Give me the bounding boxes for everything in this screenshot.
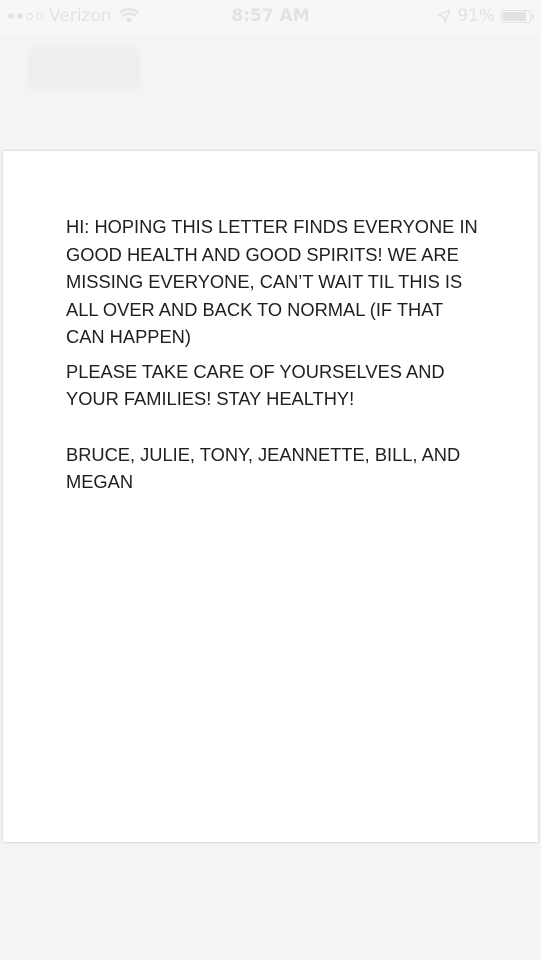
letter-paragraph: HI: HOPING THIS LETTER FINDS EVERYONE IN GOOD HEALTH AND GOOD SPIRITS! WE ARE MISSING EVERYONE, CAN’T WAIT TIL THIS IS ALL OVER AND BACK TO NORMAL (IF THAT CAN HAPPEN) — [66, 216, 478, 347]
status-right — [437, 6, 531, 26]
letter-card — [3, 151, 538, 842]
letter-paragraph: PLEASE TAKE CARE OF YOURSELVES AND YOUR FAMILIES! STAY HEALTHY! — [66, 360, 445, 409]
status-bar — [0, 0, 541, 34]
battery-percent: 91% — [457, 6, 495, 26]
carrier-name: Verizon — [49, 6, 112, 26]
status-time: 8:57 AM — [231, 6, 310, 26]
battery-icon — [501, 10, 531, 23]
letter-body — [66, 213, 486, 496]
location-arrow-icon — [437, 9, 451, 23]
letter-signature: BRUCE, JULIE, TONY, JEANNETTE, BILL, AND MEGAN — [66, 443, 461, 492]
back-button[interactable] — [28, 47, 140, 91]
battery-fill — [503, 12, 526, 21]
